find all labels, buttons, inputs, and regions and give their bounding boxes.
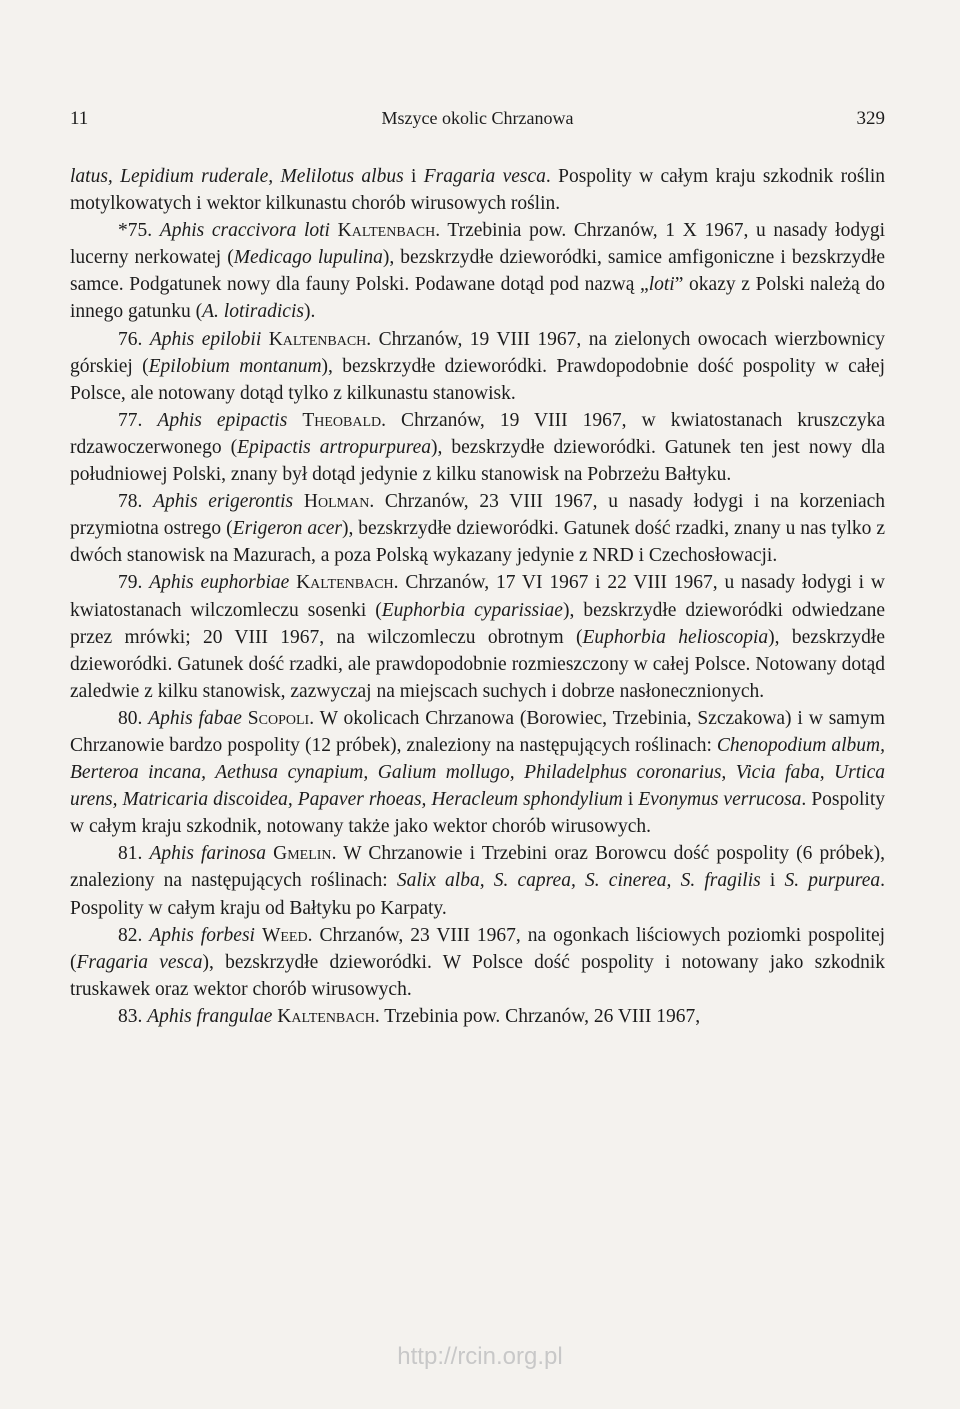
text-run: . Pospolity w całym kraju szkodnik roślin motylkowatych i wektor kilkunastu chorób wirusowych roślin. bbox=[70, 166, 886, 215]
latin-name: Salix alba, S. caprea, S. cinerea, S. fragilis bbox=[396, 870, 761, 892]
text-run: . Chrzanów, 23 VIII 1967, na ogonkach liściowych poziomki pospolitej ( bbox=[70, 924, 886, 973]
species-entry bbox=[70, 1003, 885, 1030]
species-entry bbox=[70, 488, 885, 569]
latin-name: Aphis farinosa bbox=[149, 843, 267, 865]
species-entry bbox=[70, 326, 885, 407]
text-run: ), bezskrzydłe dzieworódki. W Polsce dość pospolity i notowany jako szkodnik truskawek oraz wektor chorób wirusowych. bbox=[70, 951, 885, 1000]
text-run: 82. bbox=[118, 924, 150, 946]
text-run: . Chrzanów, 19 VIII 1967, w kwiatostanach kruszczyka rdzawoczerwonego ( bbox=[70, 409, 885, 458]
text-run bbox=[293, 491, 304, 512]
latin-name: Aphis forbesi bbox=[149, 924, 255, 946]
latin-name: latus, Lepidium ruderale, Melilotus albus bbox=[70, 166, 404, 187]
text-run: 80. bbox=[118, 707, 149, 729]
text-run: i bbox=[403, 166, 424, 187]
text-run: . W okolicach Chrzanowa (Borowiec, Trzebinia, Szczakowa) i w samym Chrzanowie bardzo pospolity (12 próbek), znaleziony na następujących roślinach: bbox=[70, 707, 886, 756]
latin-name: Aphis fabae bbox=[148, 707, 242, 729]
latin-name: Euphorbia cyparissiae bbox=[381, 599, 563, 621]
text-run: ), bezskrzydłe dzieworódki. Prawdopodobnie dość pospolity w całej Polsce, ale notowany dotąd tylko z kilkunastu stanowisk. bbox=[70, 355, 885, 404]
latin-name: Aphis frangulae bbox=[147, 1005, 273, 1027]
author-name: Scopoli bbox=[247, 707, 310, 729]
latin-name: Aphis craccivora loti bbox=[159, 220, 330, 242]
species-entry bbox=[70, 705, 885, 840]
latin-name: A. lotiradicis bbox=[202, 301, 304, 323]
text-run: *75. bbox=[118, 220, 160, 242]
latin-name: Aphis epilobii bbox=[149, 328, 262, 350]
running-header bbox=[70, 108, 885, 138]
text-run: i bbox=[760, 870, 785, 892]
text-run: . Trzebinia pow. Chrzanów, 1 X 1967, u nasady łodygi lucerny nerkowatej ( bbox=[70, 220, 886, 269]
species-entry bbox=[70, 840, 885, 921]
author-name: Kaltenbach bbox=[337, 220, 436, 242]
latin-name: Aphis epipactis bbox=[157, 409, 288, 431]
author-name: Gmelin bbox=[273, 843, 332, 865]
text-run bbox=[287, 410, 302, 431]
author-name: Holman bbox=[303, 491, 370, 513]
author-name: Kaltenbach bbox=[296, 572, 394, 594]
author-name: Weed bbox=[261, 924, 308, 946]
author-name: Theobald bbox=[302, 409, 382, 431]
latin-name: Fragaria vesca bbox=[423, 166, 546, 187]
section-number: 11 bbox=[70, 108, 89, 129]
species-entry bbox=[70, 217, 885, 325]
text-run: 79. bbox=[118, 572, 150, 594]
text-run bbox=[330, 220, 338, 241]
latin-name: Evonymus verrucosa bbox=[638, 789, 802, 811]
page-number: 329 bbox=[856, 108, 885, 129]
text-run: . Trzebinia pow. Chrzanów, 26 VIII 1967, bbox=[374, 1005, 701, 1027]
continued-paragraph bbox=[70, 163, 885, 217]
text-run: ), bezskrzydłe dzieworódki, samice amfigoniczne i bezskrzydłe samce. Podgatunek nowy dla fauny Polski. Podawane dotąd pod nazwą „ bbox=[70, 247, 885, 296]
text-run: ), bezskrzydłe dzieworódki. Gatunek dość rzadki, ale prawdopodobnie rozmieszczony w całej Polsce. Notowany dotąd zaledwie z kilku stanowisk, zazwyczaj na miejscach suchych i dobrze nasłonecznionych. bbox=[70, 626, 885, 702]
text-run: 77. bbox=[118, 409, 158, 431]
text-run bbox=[255, 925, 262, 946]
text-run: 83. bbox=[118, 1005, 148, 1027]
text-run: 81. bbox=[118, 843, 150, 865]
latin-name: Medicago lupulina bbox=[233, 247, 383, 269]
text-run: . Chrzanów, 19 VIII 1967, na zielonych owocach wierzbownicy górskiej ( bbox=[70, 328, 886, 377]
text-run: ” okazy z Polski należą do innego gatunku ( bbox=[70, 274, 885, 323]
species-entry bbox=[70, 922, 885, 1003]
latin-name: Epipactis artropurpurea bbox=[237, 436, 431, 458]
text-run: ), bezskrzydłe dzieworódki odwiedzane przez mrówki; 20 VIII 1967, na wilczomleczu obrotnym ( bbox=[70, 599, 885, 648]
latin-name: Euphorbia helioscopia bbox=[582, 626, 769, 648]
species-entry bbox=[70, 569, 885, 704]
latin-name: Erigeron acer bbox=[232, 518, 342, 540]
text-run: i bbox=[622, 789, 639, 811]
running-title: Mszyce okolic Chrzanowa bbox=[381, 108, 574, 128]
text-run: . Pospolity w całym kraju szkodnik, notowany także jako wektor chorób wirusowych. bbox=[70, 789, 886, 838]
author-name: Kaltenbach bbox=[268, 328, 367, 350]
text-run: ), bezskrzydłe dzieworódki. Gatunek dość rzadki, znany u nas tylko z dwóch stanowisk na Mazurach, a poza Polską wykazany jedynie z NRD i Czechosłowacji. bbox=[70, 518, 885, 567]
latin-name: Chenopodium album, Berteroa incana, Aethusa cynapium, Galium mollugo, Philadelphus coronarius, Vicia faba, Urtica urens, Matricaria discoidea, Papaver rhoeas, Heracleum sphondylium bbox=[70, 734, 885, 811]
latin-name: Fragaria vesca bbox=[76, 951, 203, 973]
article-body bbox=[70, 163, 885, 1030]
latin-name: S. purpurea bbox=[784, 870, 881, 892]
text-run: ), bezskrzydłe dzieworódki. Gatunek ten jest nowy dla południowej Polski, znany był dotąd jedynie z kilku stanowisk na Pobrzeżu Bałtyku. bbox=[70, 436, 886, 486]
latin-name: Epilobium montanum bbox=[148, 355, 322, 377]
watermark-url: http://rcin.org.pl bbox=[397, 1343, 563, 1370]
text-run: 78. bbox=[118, 491, 154, 513]
latin-name: loti bbox=[648, 274, 675, 296]
latin-name: Aphis euphorbiae bbox=[149, 572, 290, 594]
text-run: 76. bbox=[118, 328, 150, 350]
text-run bbox=[261, 329, 268, 350]
text-run: . Chrzanów, 17 VI 1967 i 22 VIII 1967, u nasady łodygi i w kwiatostanach wilczomleczu sosenki ( bbox=[70, 572, 885, 621]
text-run: . Pospolity w całym kraju od Bałtyku po Karpaty. bbox=[70, 870, 885, 919]
text-run: ). bbox=[303, 301, 316, 323]
author-name: Kaltenbach bbox=[277, 1005, 375, 1027]
text-run: . W Chrzanowie i Trzebini oraz Borowcu dość pospolity (6 próbek), znaleziony na następujących roślinach: bbox=[70, 843, 886, 892]
species-entry bbox=[70, 407, 885, 488]
text-run: . Chrzanów, 23 VIII 1967, u nasady łodygi i na korzeniach przymiotna ostrego ( bbox=[70, 491, 886, 540]
latin-name: Aphis erigerontis bbox=[153, 491, 294, 513]
